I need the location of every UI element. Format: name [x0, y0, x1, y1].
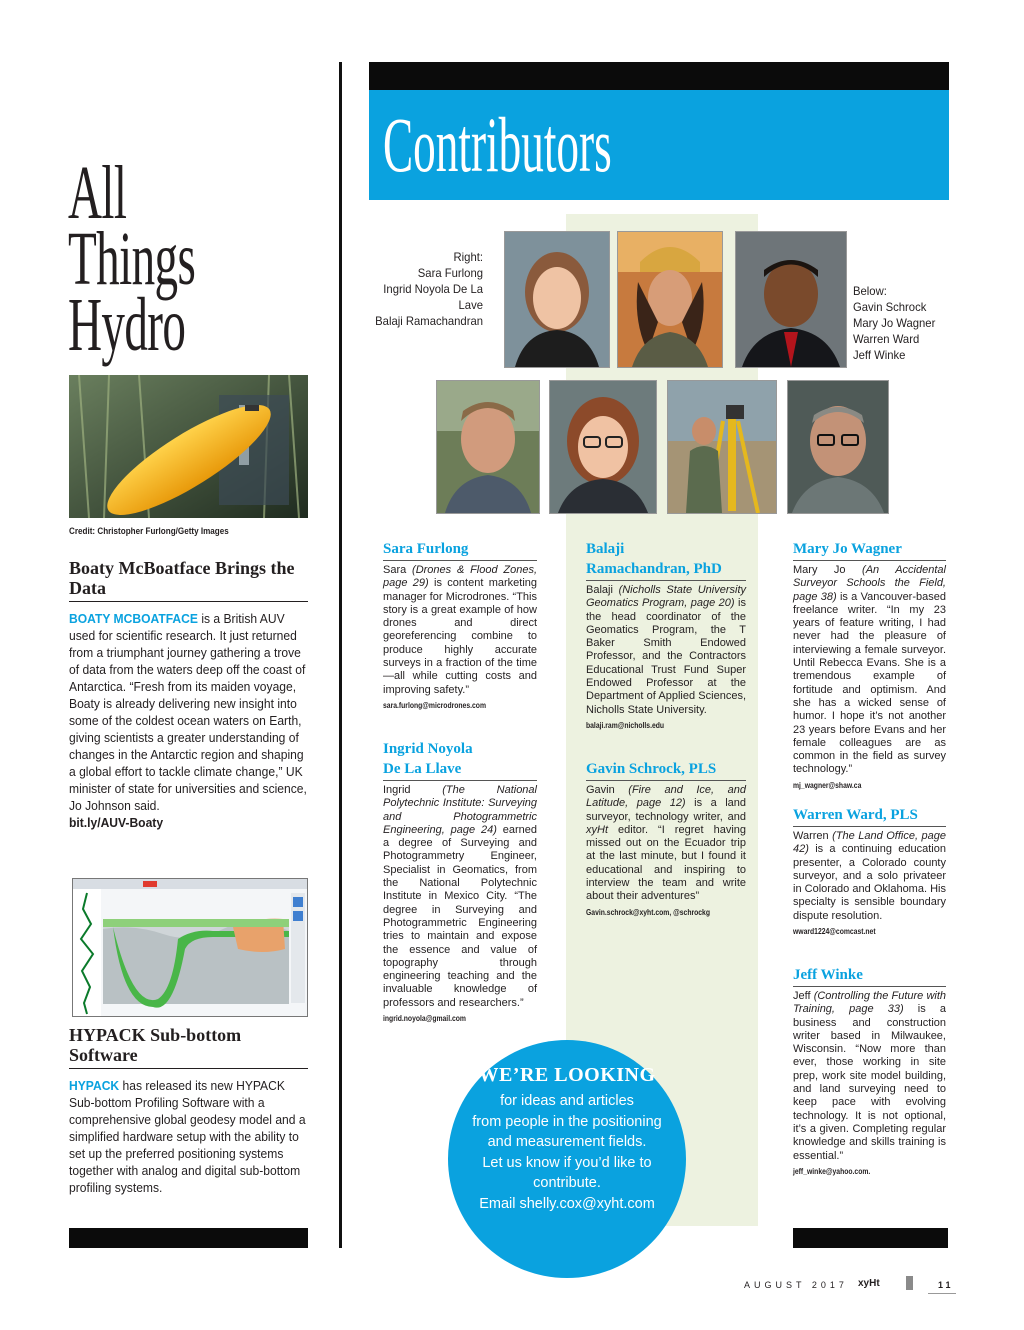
bio-magazine: xyHt [586, 823, 608, 836]
contributor-name [586, 539, 746, 581]
photo-credit: Credit: Christopher Furlong/Getty Images [69, 526, 229, 536]
column-divider [339, 62, 342, 1248]
footer-magazine: xyHt [858, 1278, 880, 1289]
footer-marker [906, 1276, 913, 1290]
bottom-bar-right [793, 1228, 948, 1248]
portrait-warren-ward [667, 380, 777, 514]
bio-pre: Ingrid [383, 784, 443, 796]
bio-reference: (Drones & Flood Zones, page 29) [383, 564, 537, 590]
bio-text: is the head coordinator of the Geomatics Program, the T Baker Smith Endowed Professor, and the Contractors Educational Trust Fund Super Endowed Professor at the Department of Applied Sciences, Nicholls State University. [586, 597, 746, 716]
bio-balaji-ramachandran [586, 539, 746, 730]
bio-reference: (Fire and Ice, and Latitude, page 12) [586, 784, 746, 810]
boaty-photo-illustration [69, 375, 308, 518]
contribute-callout [448, 1040, 686, 1278]
portrait-jeff-winke [787, 380, 889, 514]
contributor-name: Sara Furlong [383, 539, 537, 561]
portrait-illustration [437, 381, 539, 513]
callout-line: from people in the positioning [472, 1113, 662, 1130]
story-hypack [69, 1025, 308, 1196]
section-title [68, 151, 229, 367]
portrait-mary-jo-wagner [549, 380, 657, 514]
footer-date: AUGUST 2017 [744, 1280, 848, 1290]
portrait-illustration [618, 232, 722, 367]
contributor-email[interactable]: mj_wagner@shaw.ca [793, 780, 862, 790]
contributor-email[interactable]: ingrid.noyola@gmail.com [383, 1014, 466, 1024]
contributor-name [383, 739, 537, 781]
bio-pre: Gavin [586, 784, 629, 796]
story-boaty [69, 558, 308, 831]
caption-name: Warren Ward [853, 332, 920, 346]
contributor-name: Gavin Schrock, PLS [586, 759, 746, 781]
caption-right-label: Right: [453, 250, 483, 264]
story-text: is a British AUV used for scientific research. It just returned from a triumphant journey gathering a trove of data from the waters deep off the coast of Antarctica. “Fresh from its maiden voyage, Boaty is already delivering new insight into some of the coldest ocean waters on Earth, giving scientists a greater understanding of changes in the Antarctic region and shaping a global effort to tackle climate change,” UK minister of state for universities and science, Jo Johnson said. [69, 611, 307, 813]
callout-line: and measurement fields. [487, 1134, 647, 1150]
story-headline: Boaty McBoatface Brings the Data [69, 558, 308, 602]
bio-warren-ward [793, 805, 946, 936]
bio-pre: Jeff [793, 990, 814, 1002]
footer-rule [928, 1293, 956, 1294]
bio-pre: Balaji [586, 584, 619, 596]
story-body [69, 610, 308, 831]
bio-reference: (An Accidental Surveyor Schools the Field, page 38) [793, 564, 946, 603]
contributor-bio [383, 784, 537, 1010]
contributors-title: Contributors [383, 101, 612, 188]
portrait-illustration [550, 381, 656, 513]
portrait-illustration [788, 381, 888, 513]
contributor-email[interactable]: sara.furlong@microdrones.com [383, 700, 486, 710]
bio-mary-jo-wagner [793, 539, 946, 790]
bio-pre: Mary Jo [793, 564, 863, 576]
contributor-bio [793, 830, 946, 923]
bio-text: editor. “I regret having missed out on the Ecuador trip at the last minute, but I found it educational and inspiring to interview the team and write about their adventures” [586, 823, 746, 903]
contributor-bio [586, 584, 746, 717]
callout-body [448, 1091, 686, 1194]
portrait-sara-furlong [504, 231, 610, 368]
story-body [69, 1077, 308, 1196]
bio-reference: (Nicholls State University Geomatics Program, page 20) [586, 584, 746, 610]
boaty-auv-photo [69, 375, 308, 518]
caption-below-label: Below: [853, 284, 887, 298]
callout-email[interactable]: Email shelly.cox@xyht.com [479, 1195, 655, 1212]
contributor-bio [586, 784, 746, 904]
contributor-bio [383, 564, 537, 697]
contributor-email[interactable]: jeff_winke@yahoo.com. [793, 1166, 871, 1176]
name-line: De La Llave [383, 761, 462, 777]
bio-ingrid-noyola [383, 739, 537, 1023]
contributor-name: Mary Jo Wagner [793, 539, 946, 561]
hypack-profile-illustration [73, 879, 307, 1016]
portrait-illustration [736, 232, 846, 367]
caption-below [853, 283, 956, 363]
name-line: Ramachandran, PhD [586, 561, 722, 577]
contributor-name: Warren Ward, PLS [793, 805, 946, 827]
story-text: has released its new HYPACK Sub-bottom Profiling Software with a comprehensive global geodesy model and a simplified hardware setup with the ability to set up the preferred positioning systems together with analog and digital sub-bottom profiling systems. [69, 1078, 306, 1195]
bio-reference: (Controlling the Future with Training, page 33) [793, 990, 947, 1016]
hypack-software-screenshot [72, 878, 308, 1017]
callout-line: Let us know if you’d like to [482, 1154, 652, 1171]
portrait-balaji-ramachandran [735, 231, 847, 368]
story-headline: HYPACK Sub-bottom Software [69, 1025, 308, 1069]
bio-reference: (The Land Office, page 42) [793, 830, 946, 856]
portrait-illustration [668, 381, 776, 513]
section-title-line1: All Things [68, 151, 196, 301]
name-line: Balaji [586, 541, 625, 557]
bio-text: is a land surveyor, technology writer, and [586, 797, 747, 823]
name-line: Ingrid Noyola [383, 741, 473, 757]
portrait-ingrid-noyola [617, 231, 723, 368]
story-link[interactable]: bit.ly/AUV-Boaty [69, 815, 164, 830]
caption-name: Jeff Winke [853, 348, 906, 362]
caption-right [358, 249, 483, 329]
story-lead: BOATY MCBOATFACE [69, 611, 198, 626]
portrait-illustration [505, 232, 609, 367]
bio-pre: Sara [383, 564, 413, 576]
caption-name: Sara Furlong [417, 266, 483, 280]
bio-sara-furlong [383, 539, 537, 710]
bottom-bar-left [69, 1228, 308, 1248]
page-number: 11 [938, 1280, 954, 1290]
bio-text: is a business and construction writer based in Milwaukee, Wisconsin. “Now more than ever, those working in site prep, work site model building, and land surveying need to keep pace with evolving technology. It is not optional, it’s a given. Completing regular knowledge and skills training is essential.” [793, 1003, 946, 1162]
contributor-email[interactable]: balaji.ram@nicholls.edu [586, 720, 665, 730]
contributors-banner [369, 90, 949, 200]
bio-jeff-winke [793, 965, 946, 1176]
story-lead: HYPACK [69, 1078, 120, 1093]
callout-line: for ideas and articles [500, 1093, 634, 1109]
bio-gavin-schrock [586, 759, 746, 917]
callout-heading: WE’RE LOOKING [478, 1064, 656, 1086]
caption-name: Balaji Ramachandran [375, 314, 483, 328]
caption-name: Ingrid Noyola De La Lave [383, 282, 483, 312]
bio-text: is a continuing education presenter, a Colorado county surveyor, and a solo privateer in Colorado and Oklahoma. His specialty is sensible boundary dispute resolution. [793, 843, 946, 922]
bio-text: earned a degree of Surveying and Photogrammetry Engineer, Specialist in Geomatics, from the National Polytechnic Institute in Mexico City. “The degree in Surveying and Photogrammetric Engineering tries to maintain and expose the essence and value of topography through engineering teaching and the invaluable knowledge of professors and researchers.” [383, 823, 537, 1009]
bio-text: is content marketing manager for Microdrones. “This story is a great example of how drones and direct georeferencing combine to produce highly accurate surveys in a fraction of the time—all while cutting costs and improving safety.” [383, 577, 537, 696]
contributor-bio [793, 990, 946, 1163]
contributor-email[interactable]: Gavin.schrock@xyht.com, @schrockg [586, 907, 710, 917]
bio-reference: (The National Polytechnic Institute: Surveying and Photogrammetric Engineering, page 24) [383, 784, 537, 836]
contributor-email[interactable]: wward1224@comcast.net [793, 927, 876, 937]
portrait-gavin-schrock [436, 380, 540, 514]
contributor-bio [793, 564, 946, 777]
caption-name: Gavin Schrock [853, 300, 927, 314]
bio-text: is a Vancouver-based freelance writer. “In my 23 years of feature writing, I had never had the pleasure of interviewing a female surveyor. Until Rebecca Evans. She is a tremendous example of fortitude and optimism. And she has a wicked sense of humor. I hope it’s not another 23 years before Evans and her female colleagues are as common in the field as survey technology.” [793, 590, 946, 776]
callout-line: contribute. [533, 1175, 601, 1191]
bio-pre: Warren [793, 830, 833, 842]
top-black-bar [369, 62, 949, 90]
section-title-line2: Hydro [68, 283, 186, 367]
caption-name: Mary Jo Wagner [853, 316, 936, 330]
contributor-name: Jeff Winke [793, 965, 946, 987]
